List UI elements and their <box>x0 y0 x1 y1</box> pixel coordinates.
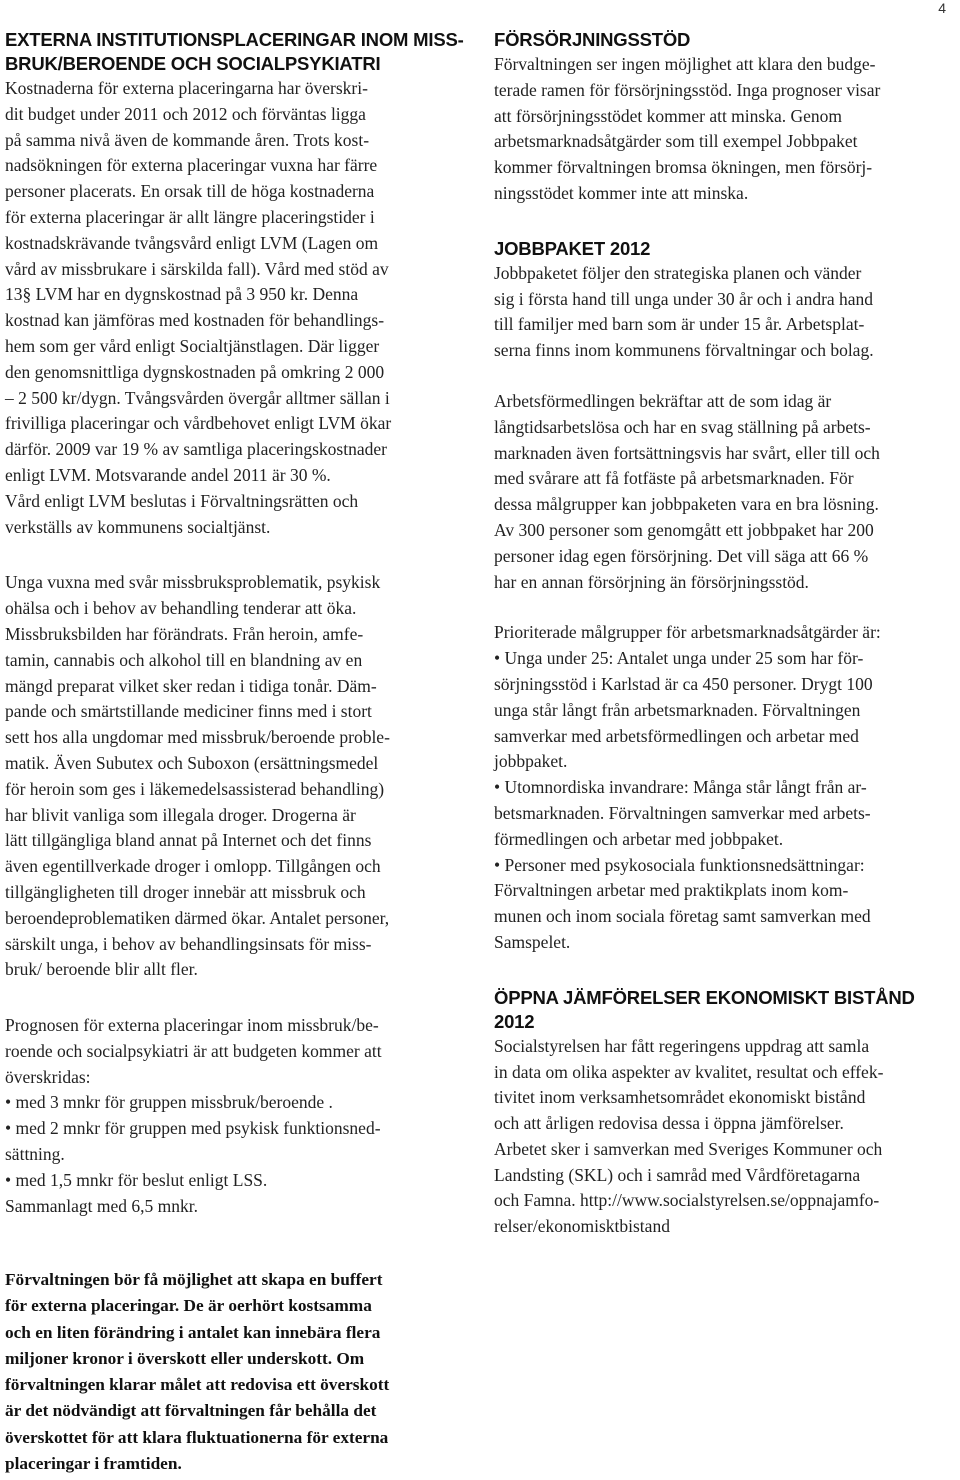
text-line: för externa placeringar. De är oerhört kostsamma <box>5 1296 372 1316</box>
text-line: Arbetet sker i samverkan med Sveriges Kommuner och <box>494 1138 883 1159</box>
text-line: dit budget under 2011 och 2012 och förväntas ligga <box>5 103 366 124</box>
text-line: har blivit vanliga som illegala droger. Drogerna är <box>5 804 356 825</box>
text-line: BRUK/BEROENDE OCH SOCIALPSYKIATRI <box>5 53 381 74</box>
text-line: dessa målgrupper kan jobbpaketen vara en bra lösning. <box>494 494 879 515</box>
text-line: serna finns inom kommunens förvaltningar och bolag. <box>494 340 874 361</box>
section-heading-open-comparisons: ÖPPNA JÄMFÖRELSER EKONOMISKT BISTÅND 2012 <box>494 986 915 1032</box>
text-line: Prioriterade målgrupper för arbetsmarknadsåtgärder är: <box>494 622 881 643</box>
text-line: även egentillverkade droger i omlopp. Tillgången och <box>5 856 381 877</box>
text-line: särskilt unga, i behov av behandlingsinsats för miss- <box>5 933 372 954</box>
text-line: personer idag egen försörjning. Det vill säga att 66 % <box>494 545 869 566</box>
text-line: enligt LVM. Motsvarande andel 2011 är 30 %. <box>5 464 331 485</box>
text-line: att försörjningsstödet kommer att minska. Genom <box>494 105 843 126</box>
text-line: EXTERNA INSTITUTIONSPLACERINGAR INOM MISS- <box>5 29 464 50</box>
text-line: sörjningsstöd i Karlstad är ca 450 personer. Drygt 100 <box>494 673 873 694</box>
text-line: in data om olika aspekter av kvalitet, resultat och effek- <box>494 1061 884 1082</box>
text-line: • Unga under 25: Antalet unga under 25 som har för- <box>494 648 864 669</box>
text-line: Prognosen för externa placeringar inom missbruk/be- <box>5 1015 379 1036</box>
text-line: Vård enligt LVM beslutas i Förvaltningsrätten och <box>5 490 359 511</box>
text-line: Missbruksbilden har förändrats. Från heroin, amfe- <box>5 623 364 644</box>
text-line: Jobbpaketet följer den strategiska planen och vänder <box>494 262 862 283</box>
text-line: Förvaltningen ser ingen möjlighet att klara den budge- <box>494 54 876 74</box>
text-line: tamin, cannabis och alkohol till en blandning av en <box>5 649 363 670</box>
text-line: roende och socialpsykiatri är att budgeten kommer att <box>5 1040 382 1061</box>
text-line: har en annan försörjning än försörjningsstöd. <box>494 571 809 592</box>
text-line: verkställs av kommunens socialtjänst. <box>5 516 271 537</box>
section-heading-income-support: FÖRSÖRJNINGSSTÖD <box>494 29 691 50</box>
text-line: är det nödvändigt att förvaltningen får behålla det <box>5 1401 377 1421</box>
text-line: personer placerats. En orsak till de höga kostnaderna <box>5 181 375 202</box>
text-line: lätt tillgängliga bland annat på Internet och det finns <box>5 830 372 851</box>
paragraph-young-adults-substance-abuse <box>5 570 465 983</box>
text-line: Samspelet. <box>494 931 571 952</box>
text-line: Av 300 personer som genomgått ett jobbpaket har 200 <box>494 519 874 540</box>
text-line: förvaltningen klarar målet att redovisa ett överskott <box>5 1375 390 1395</box>
text-line: • med 3 mnkr för gruppen missbruk/beroende . <box>5 1092 333 1113</box>
text-line: för externa placeringar är allt längre placeringstider i <box>5 206 375 227</box>
text-line: matik. Även Subutex och Suboxon (ersättningsmedel <box>5 752 379 773</box>
paragraph-open-comparisons <box>494 1034 956 1240</box>
text-line: sig i första hand till unga under 30 år och i andra hand <box>494 288 874 309</box>
text-line: och en liten förändring i antalet kan innebära flera <box>5 1322 381 1342</box>
paragraph-job-package-intro <box>494 261 956 364</box>
text-line: frivilliga placeringar och vårdbehovet enligt LVM ökar <box>5 413 392 434</box>
text-line: långtidsarbetslösa och har en svag ställning på arbets- <box>494 416 871 437</box>
paragraph-costs-external-placements <box>5 76 465 540</box>
text-line: ohälsa och i behov av behandling tenderar att öka. <box>5 598 357 619</box>
text-line: marknaden även fortsättningsvis har svårt, eller till och <box>494 442 880 463</box>
text-line: Förvaltningen bör få möjlighet att skapa en buffert <box>5 1270 383 1289</box>
text-line: kostnad kan jämföras med kostnaden för behandlings- <box>5 310 385 331</box>
text-line: kostnadskrävande tvångsvård enligt LVM (Lagen om <box>5 232 379 253</box>
text-line: mängd preparat vilket sker redan i tidiga tonår. Däm- <box>5 675 377 696</box>
text-line: och att årligen redovisa dessa i öppna jämförelser. <box>494 1113 844 1134</box>
text-line: Förvaltningen arbetar med praktikplats inom kom- <box>494 880 849 901</box>
text-line: ningsstödet kommer inte att minska. <box>494 182 749 203</box>
text-line: överskridas: <box>5 1066 91 1087</box>
text-line: • Utomnordiska invandrare: Många står långt från ar- <box>494 777 867 798</box>
text-line: terade ramen för försörjningsstöd. Inga prognoser visar <box>494 79 881 100</box>
text-line: förmedlingen och arbetar med jobbpaket. <box>494 828 784 849</box>
paragraph-employment-service <box>494 389 956 595</box>
text-line: munen och inom sociala företag samt samverkan med <box>494 906 871 927</box>
text-line: unga står långt från arbetsmarknaden. Förvaltningen <box>494 699 861 720</box>
text-line: och Famna. http://www.socialstyrelsen.se/oppnajamfo- <box>494 1190 880 1211</box>
right-column <box>494 28 956 1240</box>
bold-conclusion-paragraph <box>5 1267 475 1477</box>
text-line: beroendeproblematiken därmed ökar. Antalet personer, <box>5 907 390 928</box>
text-line: – 2 500 kr/dygn. Tvångsvården övergår alltmer sällan i <box>5 387 390 408</box>
paragraph-priority-groups <box>494 620 956 955</box>
text-line: relser/ekonomisktbistand <box>494 1216 670 1237</box>
section-heading-external-placements <box>5 28 465 76</box>
page-number: 4 <box>938 0 946 16</box>
text-line: sett hos alla ungdomar med missbruk/beroende proble- <box>5 727 390 748</box>
text-line: jobbpaket. <box>494 751 568 772</box>
text-line: överskottet för att klara fluktuationerna för externa <box>5 1427 389 1447</box>
text-line: Arbetsförmedlingen bekräftar att de som idag är <box>494 390 832 411</box>
text-line: Kostnaderna för externa placeringarna har överskri- <box>5 78 368 98</box>
paragraph-forecast-budget <box>5 1013 465 1219</box>
text-line: till familjer med barn som är under 15 år. Arbetsplat- <box>494 314 865 335</box>
text-line: Unga vuxna med svår missbruksproblematik, psykisk <box>5 572 381 593</box>
text-line: pande och smärtstillande mediciner finns med i stort <box>5 701 372 722</box>
text-line: • med 2 mnkr för gruppen med psykisk funktionsned- <box>5 1118 381 1139</box>
text-line: • med 1,5 mnkr för beslut enligt LSS. <box>5 1169 268 1190</box>
text-line: • Personer med psykosociala funktionsnedsättningar: <box>494 854 865 875</box>
text-line: hem som ger vård enligt Socialtjänstlagen. Där ligger <box>5 335 380 356</box>
text-line: arbetsmarknadsåtgärder som till exempel Jobbpaket <box>494 131 858 152</box>
text-line: nadsökningen för externa placeringar vuxna har färre <box>5 155 378 176</box>
text-line: för heroin som ges i läkemedelsassisterad behandling) <box>5 778 385 799</box>
text-line: bruk/ beroende blir allt fler. <box>5 959 198 980</box>
text-line: tillgängligheten till droger innebär att missbruk och <box>5 881 366 902</box>
text-line: tivitet inom verksamhetsområdet ekonomiskt bistånd <box>494 1087 866 1108</box>
paragraph-income-support <box>494 52 956 207</box>
text-line: Landsting (SKL) och i samråd med Vårdföretagarna <box>494 1164 861 1185</box>
text-line: samverkar med arbetsförmedlingen och arbetar med <box>494 725 859 746</box>
text-line: miljoner kronor i överskott eller underskott. Om <box>5 1348 365 1368</box>
text-line: placeringar i framtiden. <box>5 1454 182 1474</box>
text-line: 13§ LVM har en dygnskostnad på 3 950 kr. Denna <box>5 284 359 305</box>
text-line: därför. 2009 var 19 % av samtliga placeringskostnader <box>5 439 387 460</box>
text-line: på samma nivå även de kommande åren. Trots kost- <box>5 129 370 150</box>
text-line: Socialstyrelsen har fått regeringens uppdrag att samla <box>494 1035 870 1056</box>
text-line: med svårare att få fotfäste på arbetsmarknaden. För <box>494 468 854 489</box>
section-heading-job-package: JOBBPAKET 2012 <box>494 237 651 259</box>
text-line: den genomsnittliga dygnskostnaden på omkring 2 000 <box>5 361 385 382</box>
text-line: kommer förvaltningen bromsa ökningen, men försörj- <box>494 157 873 178</box>
left-column <box>5 28 465 1219</box>
text-line: sättning. <box>5 1144 65 1165</box>
text-line: vård av missbrukare i särskilda fall). Vård med stöd av <box>5 258 389 279</box>
text-line: Sammanlagt med 6,5 mnkr. <box>5 1195 198 1216</box>
text-line: betsmarknaden. Förvaltningen samverkar med arbets- <box>494 802 871 823</box>
